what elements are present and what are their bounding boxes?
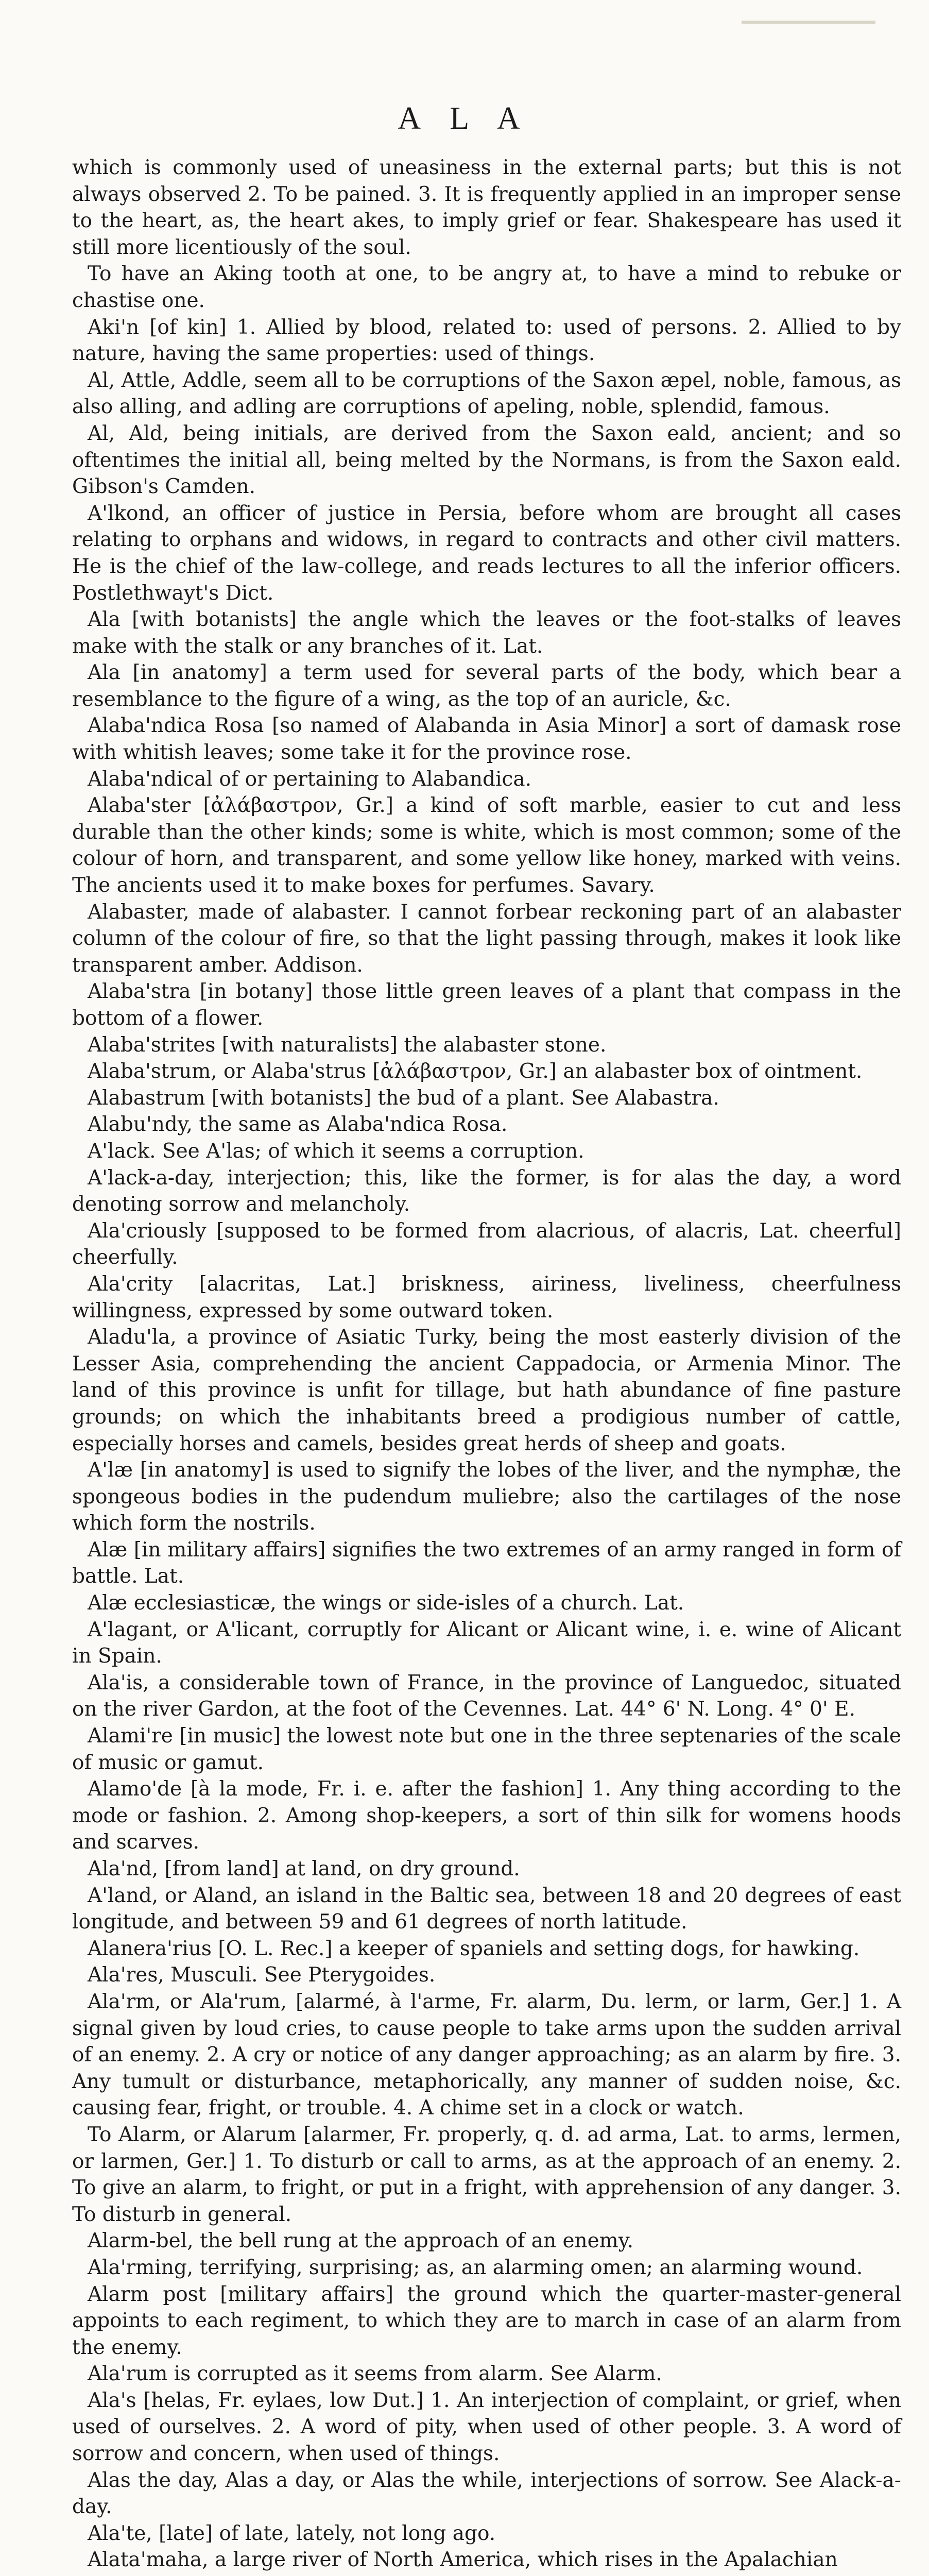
dictionary-entry: Alami're [in music] the lowest note but one in the three septenaries of the scale of music or gamut.	[72, 1724, 901, 1774]
dictionary-entry: Alabaster, made of alabaster. I cannot forbear reckoning part of an alabaster column of the colour of fire, so that the light passing through, makes it look like transparent amber. Addison.	[72, 900, 901, 977]
scan-artifact	[742, 21, 875, 24]
dictionary-entry: Alæ ecclesiasticæ, the wings or side-isles of a church. Lat.	[88, 1591, 684, 1615]
dictionary-entry: Alaba'ndica Rosa [so named of Alabanda in Asia Minor] a sort of damask rose with whitish leaves; some take it for the province rose.	[72, 714, 901, 765]
dictionary-entry: Aladu'la, a province of Asiatic Turky, being the most easterly division of the Lesser Asia, comprehending the ancient Cappadocia, or Armenia Minor. The land of this province is unfit for tillage, but hath abundance of fine pasture grounds; on which the inhabitants breed a prodigious number of cattle, especially horses and camels, besides great herds of sheep and goats.	[72, 1326, 901, 1455]
dictionary-entry: Alarm post [military affairs] the ground which the quarter-master-general appoints to each regiment, to which they are to march in case of an alarm from the enemy.	[72, 2282, 901, 2359]
dictionary-entry: Alaba'stra [in botany] those little green leaves of a plant that compass in the bottom of a flower.	[72, 980, 901, 1030]
dictionary-entry: Ala's [helas, Fr. eylaes, low Dut.] 1. An interjection of complaint, or grief, when used of ourselves. 2. A word of pity, when used of other people. 3. A word of sorrow and concern, when used of things.	[72, 2388, 901, 2466]
dictionary-entry: Ala'nd, [from land] at land, on dry ground.	[88, 1857, 520, 1880]
dictionary-entry: To Alarm, or Alarum [alarmer, Fr. properly, q. d. ad arma, Lat. to arms, lermen, or larmen, Ger.] 1. To disturb or call to arms, as at the approach of an enemy. 2. To give an alarm, to fright, or put in a fright, with apprehension of any danger. 3. To disturb in general.	[72, 2123, 901, 2226]
dictionary-entry: Alaba'strites [with naturalists] the alabaster stone.	[88, 1033, 607, 1057]
dictionary-entry: Ala'rum is corrupted as it seems from alarm. See Alarm.	[88, 2362, 662, 2386]
dictionary-entry: Ala [with botanists] the angle which the leaves or the foot-stalks of leaves make with the stalk or any branches of it. Lat.	[72, 608, 901, 658]
dictionary-entry: Alarm-bel, the bell rung at the approach of an enemy.	[88, 2229, 633, 2253]
dictionary-entry: Alabu'ndy, the same as Alaba'ndica Rosa.	[88, 1113, 508, 1137]
dictionary-entry: Ala'crity [alacritas, Lat.] briskness, airiness, liveliness, cheerfulness willingness, expressed by some outward token.	[72, 1272, 901, 1323]
dictionary-entry: To have an Aking tooth at one, to be angry at, to have a mind to rebuke or chastise one.	[72, 262, 901, 312]
dictionary-entry: Al, Attle, Addle, seem all to be corruptions of the Saxon æpel, noble, famous, as also alling, and adling are corruptions of apeling, noble, splendid, famous.	[72, 368, 901, 419]
dictionary-entry: Alabastrum [with botanists] the bud of a plant. See Alabastra.	[88, 1086, 719, 1110]
dictionary-entry: Ala'criously [supposed to be formed from alacrious, of alacris, Lat. cheerful] cheerfully.	[72, 1219, 901, 1269]
dictionary-entry: A'lack-a-day, interjection; this, like the former, is for alas the day, a word denoting sorrow and melancholy.	[72, 1166, 901, 1216]
dictionary-entry: A'land, or Aland, an island in the Baltic sea, between 18 and 20 degrees of east longitude, and between 59 and 61 degrees of north latitude.	[72, 1884, 901, 1934]
dictionary-entry: Aki'n [of kin] 1. Allied by blood, related to: used of persons. 2. Allied to by nature, having the same properties: used of things.	[72, 315, 901, 366]
dictionary-entry: Ala'te, [late] of late, lately, not long ago.	[88, 2521, 496, 2545]
dictionary-entry: Alamo'de [à la mode, Fr. i. e. after the fashion] 1. Any thing according to the mode or fashion. 2. Among shop-keepers, a sort of thin silk for womens hoods and scarves.	[72, 1777, 901, 1854]
dictionary-entry: Ala'rming, terrifying, surprising; as, an alarming omen; an alarming wound.	[88, 2256, 863, 2279]
dictionary-entry: Alanera'rius [O. L. Rec.] a keeper of spaniels and setting dogs, for hawking.	[88, 1937, 860, 1960]
dictionary-entry: Alas the day, Alas a day, or Alas the while, interjections of sorrow. See Alack-a-day.	[72, 2468, 901, 2519]
dictionary-entry: Alaba'strum, or Alaba'strus [ἀλάβαστρον, Gr.] an alabaster box of ointment.	[88, 1060, 863, 1083]
dictionary-entry: Alaba'ndical of or pertaining to Alabandica.	[88, 767, 532, 791]
dictionary-entry: Alata'maha, a large river of North America, which rises in the Apalachian	[88, 2548, 838, 2572]
dictionary-entry: which is commonly used of uneasiness in the external parts; but this is not always observed 2. To be pained. 3. It is frequently applied in an improper sense to the heart, as, the heart akes, to imply grief or fear. Shakespeare has used it still more licentiously of the soul.	[72, 156, 901, 259]
running-head: A L A	[398, 101, 531, 136]
dictionary-entry: Alaba'ster [ἀλάβαστρον, Gr.] a kind of soft marble, easier to cut and less durable than the other kinds; some is white, which is most common; some of the colour of horn, and transparent, and some yellow like honey, marked with veins. The ancients used it to make boxes for perfumes. Savary.	[72, 794, 901, 897]
dictionary-entry: Ala'rm, or Ala'rum, [alarmé, à l'arme, Fr. alarm, Du. lerm, or larm, Ger.] 1. A signal given by loud cries, to cause people to take arms upon the sudden arrival of an enemy. 2. A cry or notice of any danger approaching; as an alarm by fire. 3. Any tumult or disturbance, metaphorically, any manner of sudden noise, &c. causing fear, fright, or trouble. 4. A chime set in a clock or watch.	[72, 1990, 901, 2120]
dictionary-entry: Ala'res, Musculi. See Pterygoides.	[88, 1963, 436, 1987]
dictionary-entry: A'lagant, or A'licant, corruptly for Alicant or Alicant wine, i. e. wine of Alicant in Spain.	[72, 1618, 901, 1668]
dictionary-entry: Al, Ald, being initials, are derived from the Saxon eald, ancient; and so oftentimes the initial all, being melted by the Normans, is from the Saxon eald. Gibson's Camden.	[72, 421, 901, 499]
dictionary-entry: Alæ [in military affairs] signifies the two extremes of an army ranged in form of battle. Lat.	[72, 1538, 901, 1588]
dictionary-entry: A'lack. See A'las; of which it seems a corruption.	[88, 1139, 584, 1163]
dictionary-entry: Ala'is, a considerable town of France, in the province of Languedoc, situated on the river Gardon, at the foot of the Cevennes. Lat. 44° 6' N. Long. 4° 0' E.	[72, 1671, 901, 1721]
dictionary-entry: A'læ [in anatomy] is used to signify the lobes of the liver, and the nymphæ, the spongeous bodies in the pudendum muliebre; also the cartilages of the nose which form the nostrils.	[72, 1459, 901, 1535]
dictionary-entry: Ala [in anatomy] a term used for several parts of the body, which bear a resemblance to the figure of a wing, as the top of an auricle, &c.	[72, 661, 901, 711]
entry-column	[72, 155, 901, 2573]
dictionary-entry: A'lkond, an officer of justice in Persia, before whom are brought all cases relating to orphans and widows, in regard to contracts and other civil matters. He is the chief of the law-college, and reads lectures to all the inferior officers. Postlethwayt's Dict.	[72, 501, 901, 605]
